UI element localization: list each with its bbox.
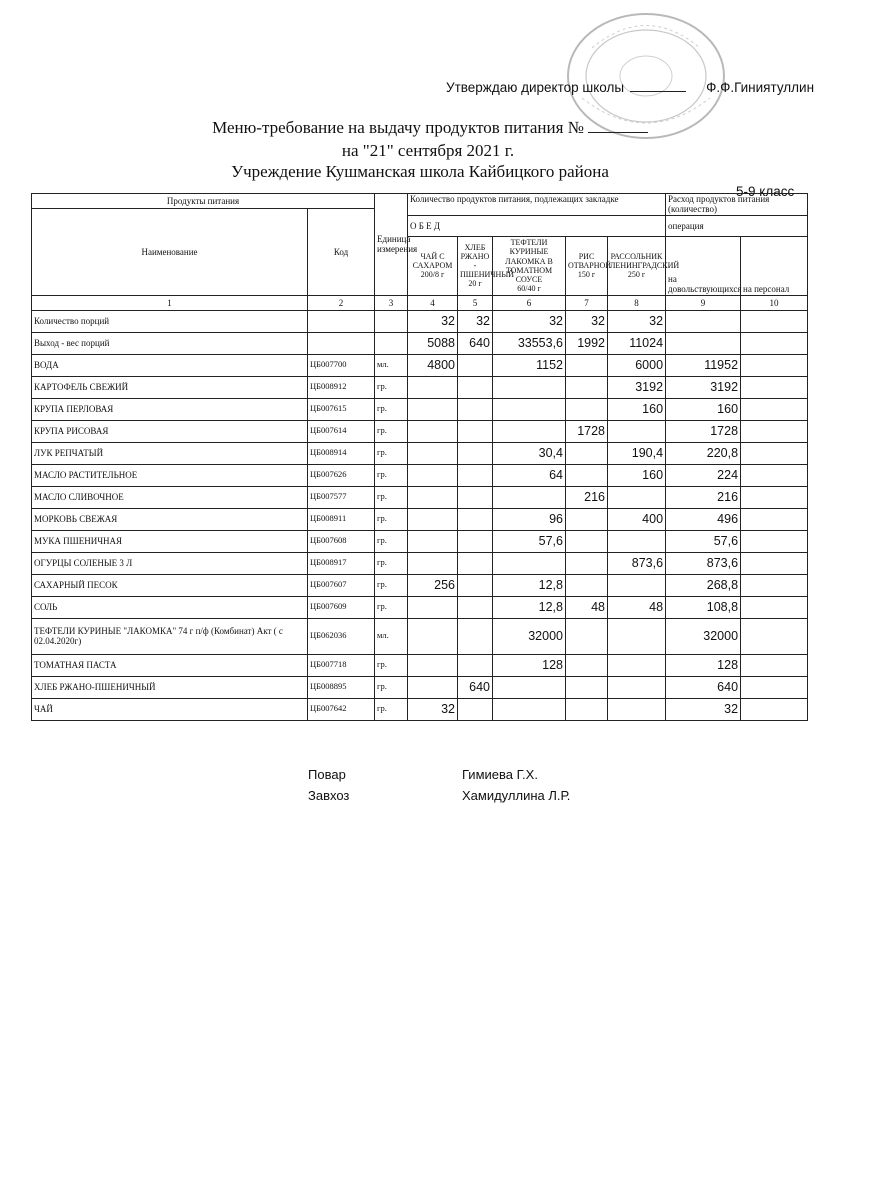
- manager-role: Завхоз: [308, 788, 350, 803]
- table-row: [32, 420, 808, 442]
- product-unit: гр.: [375, 508, 408, 530]
- cook-name: Гимиева Г.Х.: [462, 767, 538, 782]
- staff-cell: [741, 596, 808, 618]
- value-cell: [566, 574, 608, 596]
- value-cell: [458, 486, 493, 508]
- value-cell: [608, 530, 666, 552]
- product-code: ЦБ008914: [308, 442, 375, 464]
- column-number: 2: [308, 295, 375, 310]
- meal-header: О Б Е Д: [408, 215, 666, 236]
- product-unit: гр.: [375, 574, 408, 596]
- total-cell: 268,8: [666, 574, 741, 596]
- product-name: КРУПА ПЕРЛОВАЯ: [32, 398, 308, 420]
- product-name: ВОДА: [32, 354, 308, 376]
- value-cell: [566, 654, 608, 676]
- column-number: 6: [493, 295, 566, 310]
- value-cell: 32: [408, 698, 458, 720]
- value-cell: [493, 676, 566, 698]
- value-cell: 6000: [608, 354, 666, 376]
- column-number: 10: [741, 295, 808, 310]
- staff-cell: [741, 676, 808, 698]
- allowance-header: на довольствующихся: [666, 236, 741, 295]
- product-code: ЦБ007609: [308, 596, 375, 618]
- value-cell: [458, 530, 493, 552]
- manager-name: Хамидуллина Л.Р.: [462, 788, 571, 803]
- product-name: МАСЛО СЛИВОЧНОЕ: [32, 486, 308, 508]
- value-cell: [566, 508, 608, 530]
- value-cell: 32000: [493, 618, 566, 654]
- value-cell: 1992: [566, 332, 608, 354]
- product-code: ЦБ007615: [308, 398, 375, 420]
- column-number: 4: [408, 295, 458, 310]
- product-unit: гр.: [375, 676, 408, 698]
- total-cell: 32000: [666, 618, 741, 654]
- staff-cell: [741, 442, 808, 464]
- product-name: ОГУРЦЫ СОЛЕНЫЕ 3 Л: [32, 552, 308, 574]
- value-cell: [458, 574, 493, 596]
- product-code: ЦБ007577: [308, 486, 375, 508]
- dish-header: ЧАЙ С САХАРОМ 200/8 г: [408, 236, 458, 295]
- value-cell: [408, 486, 458, 508]
- value-cell: [566, 354, 608, 376]
- product-code: ЦБ062036: [308, 618, 375, 654]
- total-cell: 1728: [666, 420, 741, 442]
- yield-row: [32, 332, 808, 354]
- value-cell: 12,8: [493, 574, 566, 596]
- column-number: 8: [608, 295, 666, 310]
- value-cell: [408, 654, 458, 676]
- staff-cell: [741, 530, 808, 552]
- product-code: ЦБ008912: [308, 376, 375, 398]
- staff-header: на персонал: [741, 236, 808, 295]
- table-row: [32, 574, 808, 596]
- grade-label: 5-9 класс: [736, 184, 795, 199]
- value-cell: [608, 698, 666, 720]
- value-cell: [458, 654, 493, 676]
- official-stamp-icon: [562, 8, 730, 128]
- product-unit: гр.: [375, 398, 408, 420]
- staff-cell: [741, 574, 808, 596]
- value-cell: 256: [408, 574, 458, 596]
- code-cell: [308, 332, 375, 354]
- staff-cell: [741, 698, 808, 720]
- table-row: [32, 596, 808, 618]
- name-header: Наименование: [32, 209, 308, 296]
- product-name: ХЛЕБ РЖАНО-ПШЕНИЧНЫЙ: [32, 676, 308, 698]
- product-code: ЦБ007700: [308, 354, 375, 376]
- value-cell: [566, 376, 608, 398]
- unit-header: Единица измерения: [375, 194, 408, 296]
- value-cell: [408, 552, 458, 574]
- product-code: ЦБ007607: [308, 574, 375, 596]
- value-cell: 32: [608, 310, 666, 332]
- total-cell: 128: [666, 654, 741, 676]
- total-cell: 160: [666, 398, 741, 420]
- staff-cell: [741, 486, 808, 508]
- value-cell: [566, 398, 608, 420]
- value-cell: 1728: [566, 420, 608, 442]
- product-unit: гр.: [375, 654, 408, 676]
- value-cell: [458, 596, 493, 618]
- total-cell: [666, 310, 741, 332]
- product-name: СОЛЬ: [32, 596, 308, 618]
- product-unit: гр.: [375, 442, 408, 464]
- total-cell: 220,8: [666, 442, 741, 464]
- table-row: [32, 676, 808, 698]
- total-cell: 57,6: [666, 530, 741, 552]
- product-unit: мл.: [375, 354, 408, 376]
- total-cell: 108,8: [666, 596, 741, 618]
- dish-header: ТЕФТЕЛИ КУРИНЫЕ ЛАКОМКА В ТОМАТНОМ СОУСЕ 60/40 г: [493, 236, 566, 295]
- value-cell: 873,6: [608, 552, 666, 574]
- value-cell: 32: [458, 310, 493, 332]
- row-label: Выход - вес порций: [32, 332, 308, 354]
- column-number: 1: [32, 295, 308, 310]
- value-cell: 32: [408, 310, 458, 332]
- value-cell: [566, 552, 608, 574]
- staff-cell: [741, 310, 808, 332]
- value-cell: [408, 676, 458, 698]
- value-cell: 30,4: [493, 442, 566, 464]
- value-cell: [458, 464, 493, 486]
- value-cell: [566, 530, 608, 552]
- value-cell: [493, 420, 566, 442]
- table-row: [32, 508, 808, 530]
- value-cell: 640: [458, 332, 493, 354]
- table-row: [32, 376, 808, 398]
- table-row: [32, 654, 808, 676]
- total-cell: 216: [666, 486, 741, 508]
- value-cell: [566, 442, 608, 464]
- staff-cell: [741, 332, 808, 354]
- staff-cell: [741, 508, 808, 530]
- value-cell: [493, 398, 566, 420]
- menu-requirement-table: [31, 193, 808, 721]
- value-cell: [493, 698, 566, 720]
- table-row: [32, 398, 808, 420]
- value-cell: [458, 420, 493, 442]
- product-name: ТЕФТЕЛИ КУРИНЫЕ "ЛАКОМКА" 74 г п/ф (Комбинат) Акт ( с 02.04.2020г): [32, 618, 308, 654]
- staff-cell: [741, 420, 808, 442]
- approval-text: Утверждаю директор школы: [446, 80, 625, 95]
- value-cell: 4800: [408, 354, 458, 376]
- total-cell: [666, 332, 741, 354]
- portions-row: [32, 310, 808, 332]
- value-cell: 1152: [493, 354, 566, 376]
- product-name: ЛУК РЕПЧАТЫЙ: [32, 442, 308, 464]
- value-cell: 96: [493, 508, 566, 530]
- product-name: КРУПА РИСОВАЯ: [32, 420, 308, 442]
- value-cell: 11024: [608, 332, 666, 354]
- table-row: [32, 354, 808, 376]
- value-cell: [608, 574, 666, 596]
- product-unit: гр.: [375, 486, 408, 508]
- code-header: Код: [308, 209, 375, 296]
- value-cell: [566, 676, 608, 698]
- column-number: 3: [375, 295, 408, 310]
- staff-cell: [741, 376, 808, 398]
- value-cell: [493, 552, 566, 574]
- value-cell: [408, 618, 458, 654]
- value-cell: [566, 698, 608, 720]
- value-cell: [408, 530, 458, 552]
- value-cell: [408, 420, 458, 442]
- product-code: ЦБ008895: [308, 676, 375, 698]
- product-name: ЧАЙ: [32, 698, 308, 720]
- quantity-header: Количество продуктов питания, подлежащих закладке: [408, 194, 666, 216]
- product-code: ЦБ007614: [308, 420, 375, 442]
- product-name: МАСЛО РАСТИТЕЛЬНОЕ: [32, 464, 308, 486]
- value-cell: [458, 618, 493, 654]
- product-unit: гр.: [375, 464, 408, 486]
- column-number: 7: [566, 295, 608, 310]
- product-unit: гр.: [375, 596, 408, 618]
- unit-cell: [375, 310, 408, 332]
- dish-header: РАССОЛЬНИК ЛЕНИНГРАДСКИЙ 250 г: [608, 236, 666, 295]
- product-unit: гр.: [375, 376, 408, 398]
- document-date: на "21" сентября 2021 г.: [341, 141, 515, 160]
- product-code: ЦБ008917: [308, 552, 375, 574]
- institution-name: Учреждение Кушманская школа Кайбицкого района: [231, 162, 609, 181]
- value-cell: [608, 654, 666, 676]
- staff-cell: [741, 354, 808, 376]
- product-name: САХАРНЫЙ ПЕСОК: [32, 574, 308, 596]
- dish-header: РИС ОТВАРНОЙ 150 г: [566, 236, 608, 295]
- value-cell: 57,6: [493, 530, 566, 552]
- value-cell: [458, 698, 493, 720]
- product-name: ТОМАТНАЯ ПАСТА: [32, 654, 308, 676]
- value-cell: [458, 354, 493, 376]
- value-cell: 32: [566, 310, 608, 332]
- value-cell: [608, 676, 666, 698]
- table-row: [32, 552, 808, 574]
- staff-cell: [741, 654, 808, 676]
- total-cell: 496: [666, 508, 741, 530]
- table-row: [32, 530, 808, 552]
- value-cell: 640: [458, 676, 493, 698]
- value-cell: [458, 398, 493, 420]
- value-cell: [408, 464, 458, 486]
- document-title: Меню-требование на выдачу продуктов питания №: [0, 118, 866, 138]
- staff-cell: [741, 552, 808, 574]
- table-row: [32, 698, 808, 720]
- value-cell: 32: [493, 310, 566, 332]
- product-code: ЦБ007608: [308, 530, 375, 552]
- value-cell: 64: [493, 464, 566, 486]
- value-cell: [566, 464, 608, 486]
- value-cell: [458, 552, 493, 574]
- value-cell: 48: [608, 596, 666, 618]
- code-cell: [308, 310, 375, 332]
- unit-cell: [375, 332, 408, 354]
- approval-line: [446, 80, 814, 95]
- product-code: ЦБ007718: [308, 654, 375, 676]
- director-name: Ф.Ф.Гиниятуллин: [706, 80, 815, 95]
- value-cell: [408, 442, 458, 464]
- table-row: [32, 442, 808, 464]
- value-cell: [608, 618, 666, 654]
- total-cell: 32: [666, 698, 741, 720]
- cook-role: Повар: [308, 767, 346, 782]
- value-cell: [408, 398, 458, 420]
- value-cell: 216: [566, 486, 608, 508]
- value-cell: 12,8: [493, 596, 566, 618]
- value-cell: 48: [566, 596, 608, 618]
- value-cell: 128: [493, 654, 566, 676]
- table-row: [32, 464, 808, 486]
- value-cell: 3192: [608, 376, 666, 398]
- dish-header: ХЛЕБ РЖАНО - ПШЕНИЧНЫЙ 20 г: [458, 236, 493, 295]
- value-cell: [408, 376, 458, 398]
- value-cell: [458, 508, 493, 530]
- total-cell: 873,6: [666, 552, 741, 574]
- total-cell: 3192: [666, 376, 741, 398]
- product-code: ЦБ008911: [308, 508, 375, 530]
- value-cell: [408, 596, 458, 618]
- expense-header: Расход продуктов питания (количество): [666, 194, 808, 216]
- product-name: МОРКОВЬ СВЕЖАЯ: [32, 508, 308, 530]
- value-cell: 33553,6: [493, 332, 566, 354]
- column-numbers-row: [32, 295, 808, 310]
- value-cell: 5088: [408, 332, 458, 354]
- total-cell: 11952: [666, 354, 741, 376]
- value-cell: 190,4: [608, 442, 666, 464]
- value-cell: [566, 618, 608, 654]
- product-unit: мл.: [375, 618, 408, 654]
- table-row: [32, 618, 808, 654]
- value-cell: [608, 420, 666, 442]
- product-code: ЦБ007626: [308, 464, 375, 486]
- column-number: 9: [666, 295, 741, 310]
- value-cell: [493, 376, 566, 398]
- staff-cell: [741, 618, 808, 654]
- product-name: КАРТОФЕЛЬ СВЕЖИЙ: [32, 376, 308, 398]
- value-cell: [458, 442, 493, 464]
- value-cell: [458, 376, 493, 398]
- product-unit: гр.: [375, 552, 408, 574]
- value-cell: [408, 508, 458, 530]
- column-number: 5: [458, 295, 493, 310]
- product-unit: гр.: [375, 530, 408, 552]
- approval-signature-line: [630, 81, 686, 92]
- product-unit: гр.: [375, 420, 408, 442]
- staff-cell: [741, 464, 808, 486]
- product-code: ЦБ007642: [308, 698, 375, 720]
- value-cell: 160: [608, 464, 666, 486]
- operation-header: операция: [666, 215, 808, 236]
- value-cell: 400: [608, 508, 666, 530]
- product-unit: гр.: [375, 698, 408, 720]
- value-cell: [493, 486, 566, 508]
- product-name: МУКА ПШЕНИЧНАЯ: [32, 530, 308, 552]
- products-header: Продукты питания: [32, 194, 375, 209]
- total-cell: 640: [666, 676, 741, 698]
- value-cell: 160: [608, 398, 666, 420]
- row-label: Количество порций: [32, 310, 308, 332]
- value-cell: [608, 486, 666, 508]
- table-row: [32, 486, 808, 508]
- staff-cell: [741, 398, 808, 420]
- total-cell: 224: [666, 464, 741, 486]
